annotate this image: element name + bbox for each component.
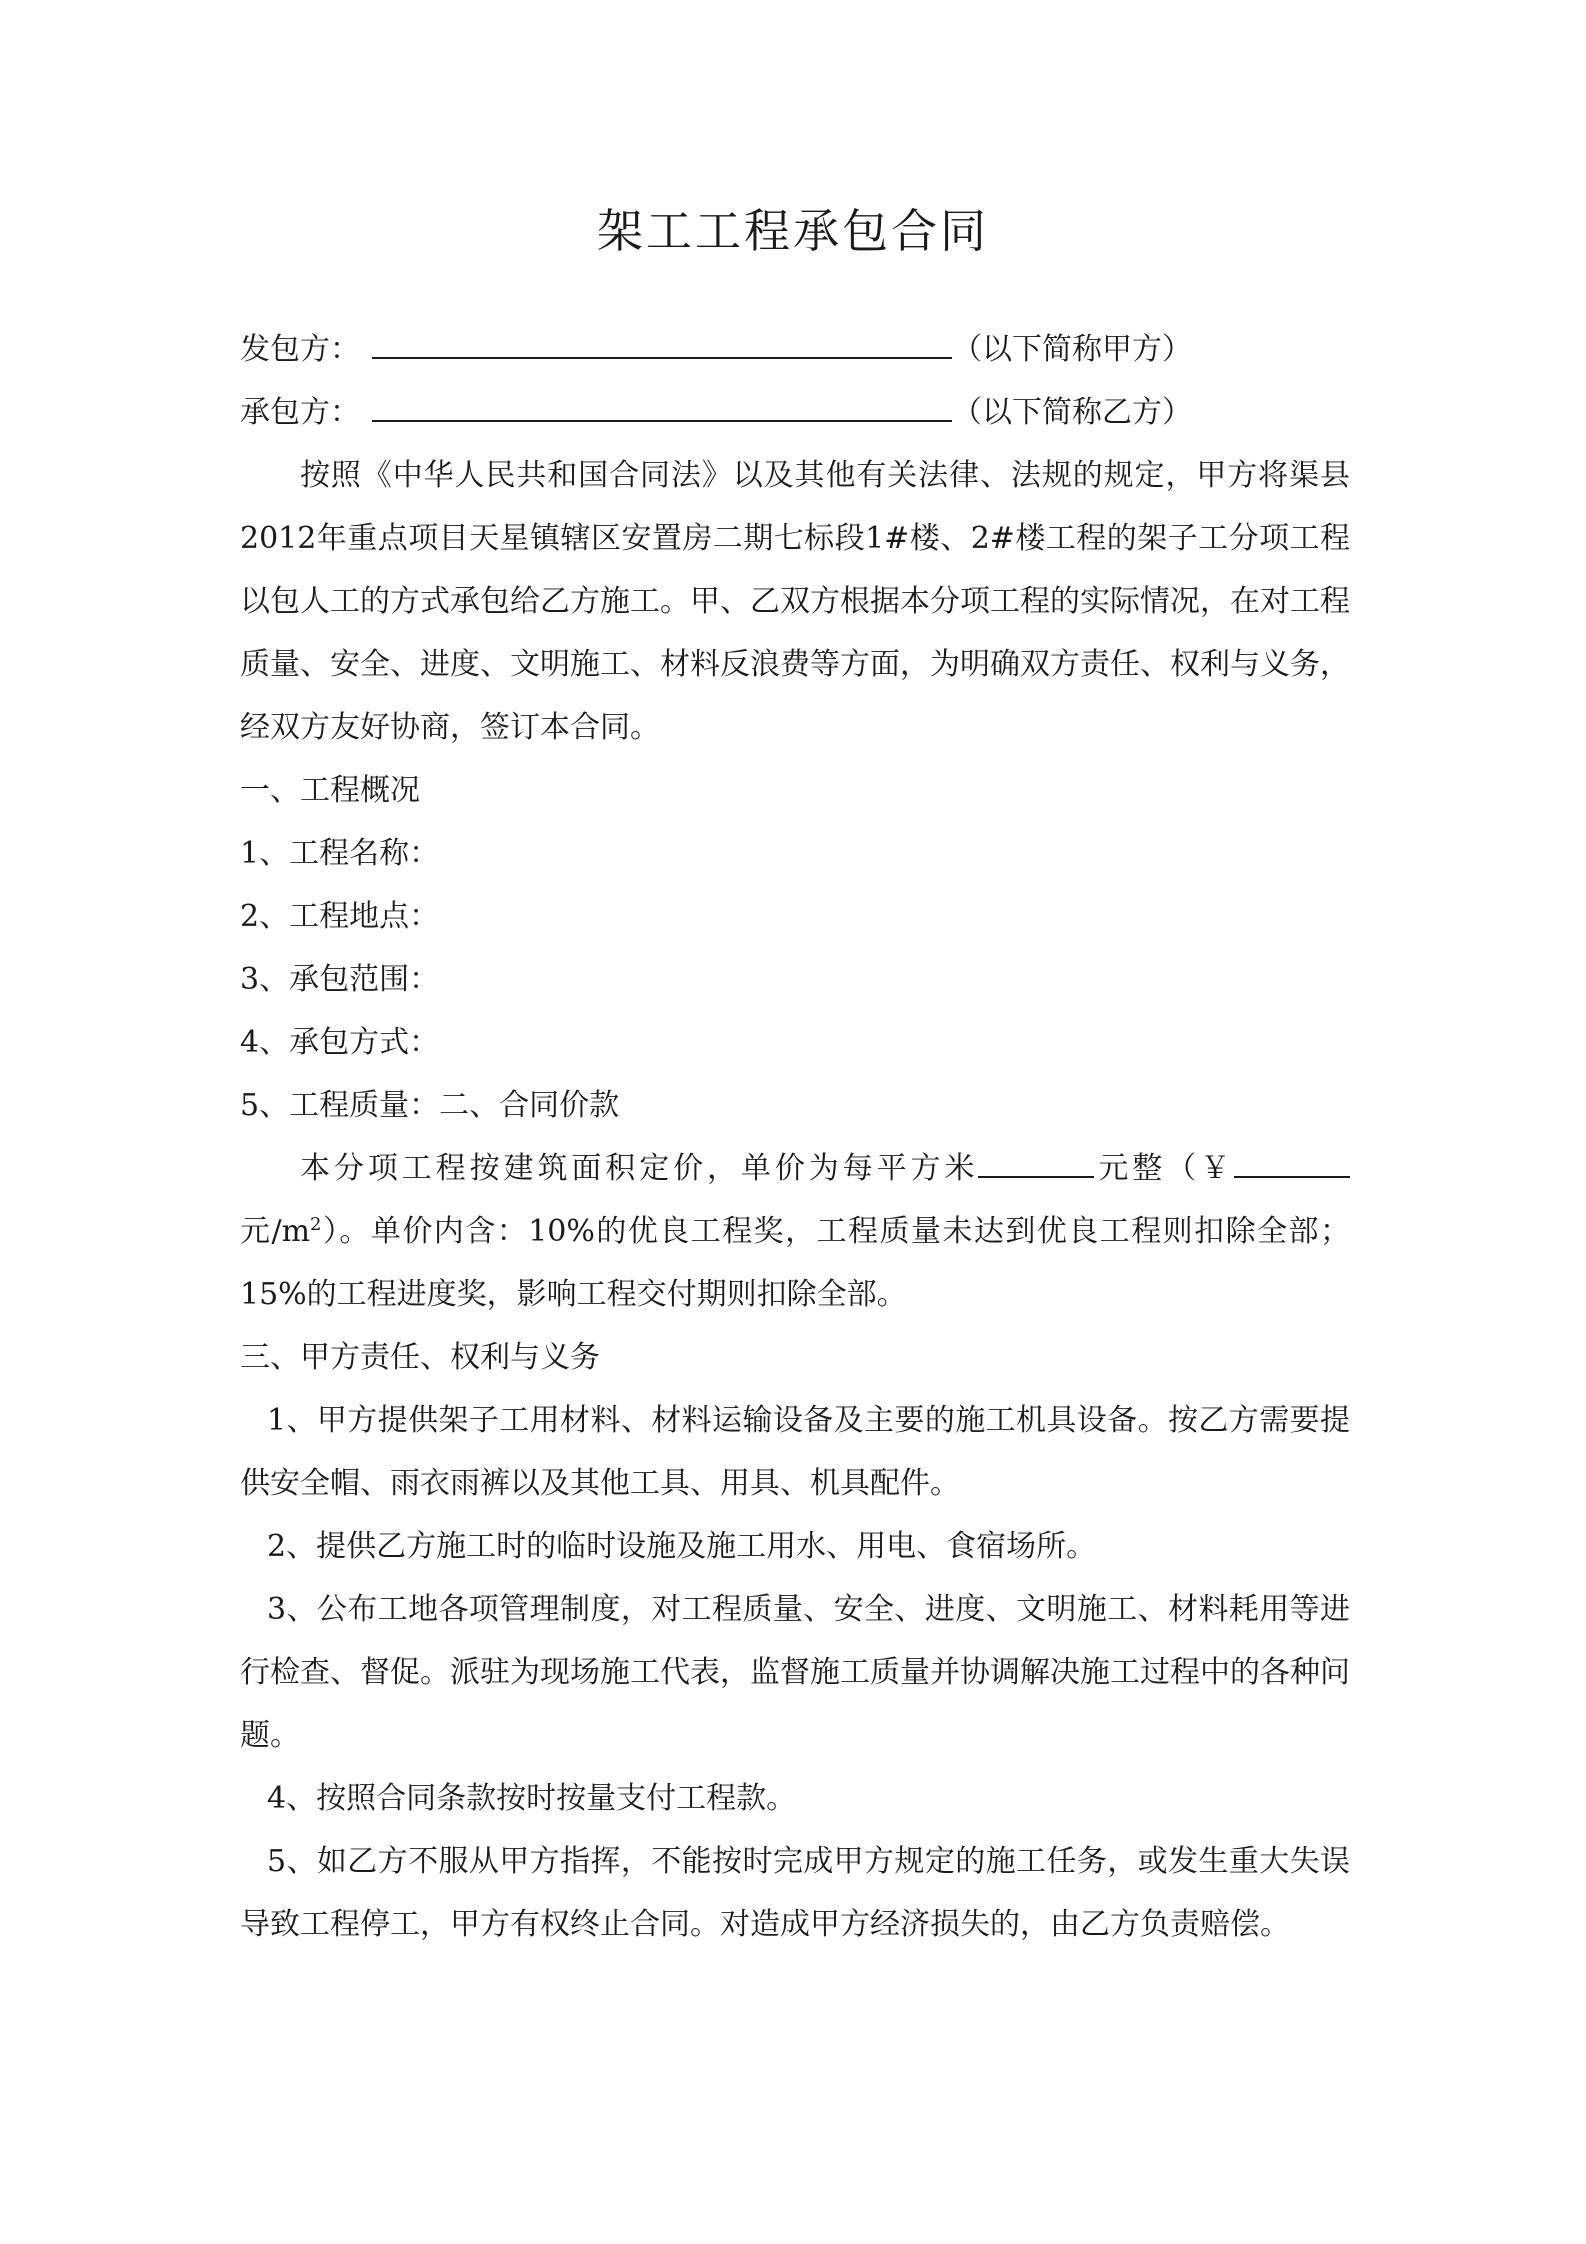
price-blank-unit [978,1148,1094,1178]
section3-item-3: 3、公布工地各项管理制度，对工程质量、安全、进度、文明施工、材料耗用等进行检查、督促。派驻为现场施工代表，监督施工质量并协调解决施工过程中的各种问题。 [240,1592,1350,1753]
section1-item-scope: 3、承包范围： [240,962,440,997]
price-blank-amount [1234,1148,1350,1178]
price-paragraph [240,1137,1350,1326]
party-a-label: 发包方： [240,332,360,367]
section1-item-method: 4、承包方式： [240,1025,440,1060]
document-title: 架工工程承包合同 [597,204,989,258]
section1-item-location: 2、工程地点： [240,899,440,934]
party-a-blank [372,327,952,359]
section3-item-2: 2、提供乙方施工时的临时设施及施工用水、用电、食宿场所。 [267,1529,1097,1564]
party-b-line [240,381,1350,444]
section3-heading: 三、甲方责任、权利与义务 [240,1340,600,1375]
section1-heading: 一、工程概况 [240,773,420,808]
intro-paragraph: 按照《中华人民共和国合同法》以及其他有关法律、法规的规定，甲方将渠县2012年重点项目天星镇辖区安置房二期七标段1#楼、2#楼工程的架子工分项工程以包人工的方式承包给乙方施工。甲、乙双方根据本分项工程的实际情况，在对工程质量、安全、进度、文明施工、材料反浪费等方面，为明确双方责任、权利与义务，经双方友好协商，签订本合同。 [240,458,1350,745]
price-text-c: 元/m [240,1214,311,1249]
party-b-blank [372,390,952,422]
price-superscript: 2 [310,1214,322,1235]
price-text-d: ）。单价内含：10%的优良工程奖，工程质量未达到优良工程则扣除全部；15%的工程进度奖，影响工程交付期则扣除全部。 [240,1214,1350,1312]
party-b-label: 承包方： [240,395,360,430]
price-text-b: 元整（￥ [1094,1151,1235,1186]
section3-item-4: 4、按照合同条款按时按量支付工程款。 [267,1781,797,1816]
section1-item-name: 1、工程名称： [240,836,440,871]
document-body [240,318,1350,1956]
section3-item-5: 5、如乙方不服从甲方指挥，不能按时完成甲方规定的施工任务，或发生重大失误导致工程停工，甲方有权终止合同。对造成甲方经济损失的，由乙方负责赔偿。 [240,1844,1350,1942]
party-a-suffix: （以下简称甲方） [952,332,1192,367]
section3-item-1: 1、甲方提供架子工用材料、材料运输设备及主要的施工机具设备。按乙方需要提供安全帽、雨衣雨裤以及其他工具、用具、机具配件。 [240,1403,1350,1501]
party-a-line [240,318,1350,381]
price-text-a: 本分项工程按建筑面积定价，单价为每平方米 [300,1151,979,1186]
section1-item-quality: 5、工程质量：二、合同价款 [240,1088,620,1123]
party-b-suffix: （以下简称乙方） [952,395,1192,430]
